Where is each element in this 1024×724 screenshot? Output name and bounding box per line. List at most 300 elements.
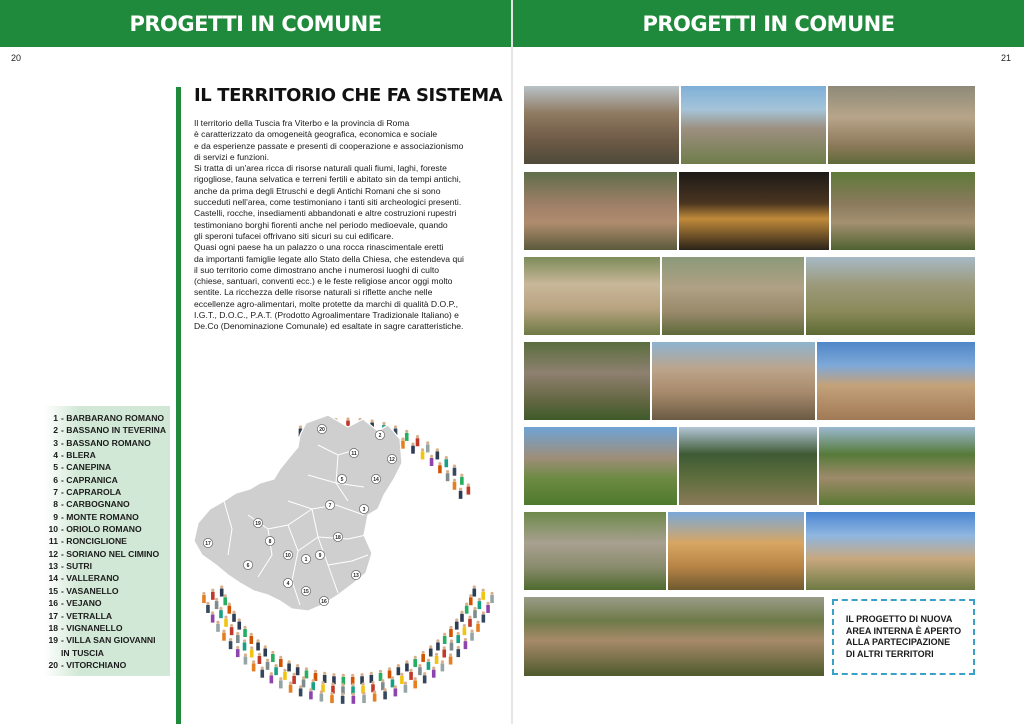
person-figure bbox=[472, 589, 476, 597]
municipality-item bbox=[40, 412, 166, 424]
body-paragraph: Il territorio della Tuscia fra Viterbo e la provincia di Roma è caratterizzato da omogeneità geografica, economica e sociale e da esperienze passate e presenti di cooperazione e associazionismo di servizi e funzioni. bbox=[194, 118, 464, 162]
person-head bbox=[482, 611, 485, 614]
person-figure bbox=[476, 624, 480, 632]
person-head bbox=[371, 419, 374, 422]
map-marker-label: 1 bbox=[304, 557, 308, 563]
municipality-item bbox=[40, 461, 166, 473]
municipality-number: 9 bbox=[53, 511, 58, 522]
person-head bbox=[427, 659, 430, 662]
municipality-name: - SUTRI bbox=[61, 561, 93, 572]
municipality-name: - VEJANO bbox=[61, 598, 102, 609]
person-head bbox=[429, 645, 432, 648]
municipality-number bbox=[40, 647, 58, 659]
person-head bbox=[388, 667, 391, 670]
person-head bbox=[460, 474, 463, 477]
municipality-item bbox=[40, 597, 166, 609]
municipality-number: 7 bbox=[53, 487, 58, 498]
person-head bbox=[299, 425, 302, 428]
person-figure bbox=[405, 433, 409, 441]
person-head bbox=[432, 666, 435, 669]
person-head bbox=[435, 653, 438, 656]
person-head bbox=[230, 624, 233, 627]
person-figure bbox=[299, 688, 303, 696]
person-head bbox=[459, 488, 462, 491]
municipality-number: 12 bbox=[48, 548, 58, 559]
person-head bbox=[261, 666, 264, 669]
photo-row bbox=[524, 427, 975, 505]
municipality-name: - BARBARANO ROMANO bbox=[61, 413, 165, 423]
hilltop-castle-photo bbox=[806, 512, 975, 590]
person-figure bbox=[490, 595, 494, 603]
person-figure bbox=[206, 605, 210, 613]
person-figure bbox=[243, 629, 247, 637]
person-figure bbox=[271, 654, 275, 662]
green-hills-photo bbox=[679, 427, 817, 505]
body-paragraph: Quasi ogni paese ha un palazzo o una rocca rinascimentale eretti da importanti famiglie legate allo Stato della Chiesa, che estendeva qui il suo territorio come dimostrano anche i numerosi luoghi di culto (chiese, santuari, conventi ecc.) e le feste religiose ancor oggi molto sentite. La ricchezza delle risorse naturali si riflette anche nelle eccellenze agro-alimentari, molte protette da marchi di qualità D.O.P., I.G.T., D.O.C., P.A.T. (Prodotto Agroalimentare Tradizionale Italiano) e De.Co (Denominazione Comunale) ed esaltate in sagre caratteristiche. bbox=[194, 242, 464, 332]
person-figure bbox=[429, 649, 433, 657]
person-head bbox=[232, 611, 235, 614]
callout-text: IL PROGETTO DI NUOVA AREA INTERNA È APERTO ALLA PARTECIPAZIONE DI ALTRI TERRITORI bbox=[845, 614, 962, 659]
person-figure bbox=[432, 670, 436, 678]
person-head bbox=[418, 664, 421, 667]
person-head bbox=[283, 669, 286, 672]
person-head bbox=[342, 674, 345, 677]
person-head bbox=[457, 632, 460, 635]
person-head bbox=[463, 624, 466, 627]
town-aerial-photo bbox=[662, 257, 804, 335]
person-head bbox=[219, 607, 222, 610]
person-head bbox=[362, 692, 365, 695]
person-figure bbox=[244, 657, 248, 665]
person-head bbox=[224, 594, 227, 597]
person-figure bbox=[449, 629, 453, 637]
person-head bbox=[436, 639, 439, 642]
right-header-title: PROGETTI IN COMUNE bbox=[642, 11, 895, 36]
person-figure bbox=[391, 679, 395, 687]
person-figure bbox=[426, 444, 430, 452]
person-figure bbox=[464, 641, 468, 649]
person-figure bbox=[456, 649, 460, 657]
person-figure bbox=[436, 642, 440, 650]
municipality-item bbox=[40, 511, 166, 523]
municipality-number: 18 bbox=[48, 622, 58, 633]
person-figure bbox=[442, 650, 446, 658]
person-head bbox=[330, 692, 333, 695]
person-head bbox=[443, 646, 446, 649]
person-head bbox=[405, 430, 408, 433]
person-figure bbox=[435, 656, 439, 664]
municipality-item bbox=[40, 572, 166, 584]
person-head bbox=[404, 682, 407, 685]
person-head bbox=[229, 638, 232, 641]
gorge-village-photo bbox=[524, 342, 650, 420]
person-head bbox=[243, 626, 246, 629]
person-head bbox=[445, 456, 448, 459]
person-figure bbox=[258, 656, 262, 664]
person-head bbox=[453, 479, 456, 482]
person-head bbox=[211, 589, 214, 592]
person-head bbox=[371, 681, 374, 684]
person-head bbox=[289, 682, 292, 685]
photo-row bbox=[524, 342, 975, 420]
person-figure bbox=[274, 667, 278, 675]
municipality-number: 1 bbox=[53, 413, 58, 423]
person-head bbox=[270, 672, 273, 675]
municipality-number: 8 bbox=[53, 499, 58, 510]
person-head bbox=[411, 442, 414, 445]
map-marker-label: 10 bbox=[285, 553, 291, 559]
person-head bbox=[271, 651, 274, 654]
person-figure bbox=[460, 477, 464, 485]
municipality-number: 3 bbox=[53, 437, 58, 448]
person-figure bbox=[468, 619, 472, 627]
person-figure bbox=[421, 451, 425, 459]
person-head bbox=[422, 651, 425, 654]
person-figure bbox=[250, 636, 254, 644]
person-head bbox=[394, 425, 397, 428]
person-figure bbox=[401, 441, 405, 449]
person-head bbox=[274, 664, 277, 667]
territory-map-illustration bbox=[188, 405, 508, 705]
municipality-name: - BLERA bbox=[61, 450, 96, 461]
person-head bbox=[467, 483, 470, 486]
right-page-number: 21 bbox=[1001, 53, 1012, 63]
person-figure bbox=[388, 670, 392, 678]
person-figure bbox=[423, 675, 427, 683]
person-head bbox=[216, 621, 219, 624]
person-figure bbox=[413, 680, 417, 688]
person-head bbox=[430, 455, 433, 458]
person-head bbox=[464, 638, 467, 641]
person-figure bbox=[341, 696, 345, 704]
person-head bbox=[449, 626, 452, 629]
person-head bbox=[401, 437, 404, 440]
person-head bbox=[423, 672, 426, 675]
person-head bbox=[382, 422, 385, 425]
map-marker-label: 13 bbox=[353, 573, 359, 579]
person-figure bbox=[478, 601, 482, 609]
person-head bbox=[455, 618, 458, 621]
pentagonal-palace-photo bbox=[524, 257, 660, 335]
person-head bbox=[478, 598, 481, 601]
map-marker-label: 15 bbox=[303, 589, 309, 595]
person-head bbox=[279, 656, 282, 659]
person-head bbox=[302, 676, 305, 679]
person-figure bbox=[416, 438, 420, 446]
person-head bbox=[383, 688, 386, 691]
body-paragraph: Si tratta di un'area ricca di risorse naturali quali fiumi, laghi, foreste rigogliose, fauna selvatica e terreni fertili e abitato sin da tempi antichi, anche da prima degli Etruschi e degli Antichi Romani che si sono succeduti nell'area, come testimoniano i tanti siti archeologici presenti. Castelli, rocche, insediamenti abbandonati e altre costruzioni rupestri testimoniano borghi fiorenti anche nel periodo medioevale, quando gli speroni tufacei offrivano siti sicuri su cui edificare. bbox=[194, 163, 462, 241]
person-figure bbox=[486, 605, 490, 613]
person-head bbox=[416, 435, 419, 438]
left-page-header bbox=[0, 0, 511, 47]
person-figure bbox=[383, 691, 387, 699]
municipality-item bbox=[40, 548, 166, 560]
person-head bbox=[436, 448, 439, 451]
map-marker-label: 6 bbox=[246, 563, 250, 569]
municipality-item bbox=[40, 535, 166, 547]
aerial-town-photo bbox=[524, 86, 679, 164]
person-head bbox=[449, 653, 452, 656]
photo-row bbox=[524, 512, 975, 590]
person-head bbox=[314, 670, 317, 673]
person-head bbox=[476, 621, 479, 624]
person-figure bbox=[404, 685, 408, 693]
person-head bbox=[351, 683, 354, 686]
municipality-name: - CAPRANICA bbox=[61, 474, 118, 485]
person-head bbox=[391, 676, 394, 679]
municipality-item bbox=[40, 474, 166, 486]
person-figure bbox=[413, 659, 417, 667]
person-head bbox=[224, 616, 227, 619]
green-town-photo bbox=[819, 427, 975, 505]
person-figure bbox=[449, 657, 453, 665]
person-head bbox=[258, 653, 261, 656]
section-title: IL TERRITORIO CHE FA SISTEMA bbox=[194, 85, 503, 106]
municipality-item bbox=[40, 622, 166, 634]
person-head bbox=[381, 679, 384, 682]
person-head bbox=[469, 594, 472, 597]
municipality-number: 11 bbox=[48, 536, 58, 547]
person-head bbox=[312, 679, 315, 682]
person-figure bbox=[460, 614, 464, 622]
municipalities-legend bbox=[30, 406, 170, 676]
person-figure bbox=[446, 473, 450, 481]
person-head bbox=[305, 667, 308, 670]
person-figure bbox=[270, 675, 274, 683]
photo-row bbox=[524, 257, 975, 335]
person-figure bbox=[229, 641, 233, 649]
municipality-name: - CARBOGNANO bbox=[61, 499, 130, 510]
municipality-name: - MONTE ROMANO bbox=[61, 511, 139, 522]
municipality-number: 4 bbox=[53, 450, 58, 461]
municipality-item bbox=[40, 610, 166, 622]
person-figure bbox=[252, 663, 256, 671]
person-head bbox=[414, 677, 417, 680]
person-figure bbox=[296, 667, 300, 675]
person-figure bbox=[236, 635, 240, 643]
person-figure bbox=[352, 696, 356, 704]
person-figure bbox=[224, 619, 228, 627]
person-figure bbox=[373, 694, 377, 702]
person-head bbox=[421, 448, 424, 451]
person-figure bbox=[397, 667, 401, 675]
person-figure bbox=[411, 446, 415, 454]
map-marker-label: 7 bbox=[328, 503, 332, 509]
person-head bbox=[361, 682, 364, 685]
hilltop-village-photo bbox=[681, 86, 826, 164]
person-figure bbox=[256, 642, 260, 650]
photo-row bbox=[524, 86, 975, 164]
municipality-name: - SORIANO NEL CIMINO bbox=[61, 548, 160, 559]
municipality-item bbox=[40, 449, 166, 461]
person-figure bbox=[302, 679, 306, 687]
person-head bbox=[243, 639, 246, 642]
person-head bbox=[351, 674, 354, 677]
municipality-name: - CAPRAROLA bbox=[61, 487, 122, 498]
person-head bbox=[244, 653, 247, 656]
person-figure bbox=[418, 667, 422, 675]
person-head bbox=[332, 673, 335, 676]
municipality-name: - BASSANO ROMANO bbox=[61, 437, 151, 448]
person-head bbox=[446, 470, 449, 473]
photo-gallery bbox=[524, 86, 975, 676]
map-marker-label: 16 bbox=[321, 599, 327, 605]
person-figure bbox=[287, 663, 291, 671]
person-head bbox=[341, 683, 344, 686]
person-figure bbox=[305, 670, 309, 678]
municipality-number: 15 bbox=[48, 585, 58, 596]
person-figure bbox=[427, 662, 431, 670]
person-figure bbox=[405, 663, 409, 671]
left-header-title: PROGETTI IN COMUNE bbox=[129, 11, 382, 36]
person-head bbox=[220, 585, 223, 588]
person-head bbox=[370, 672, 373, 675]
person-figure bbox=[211, 592, 215, 600]
person-figure bbox=[453, 482, 457, 490]
person-head bbox=[250, 633, 253, 636]
municipality-name: - VITORCHIANO bbox=[61, 659, 127, 670]
person-head bbox=[211, 611, 214, 614]
person-head bbox=[222, 630, 225, 633]
person-head bbox=[470, 630, 473, 633]
domed-church-town-photo bbox=[652, 342, 815, 420]
person-head bbox=[453, 465, 456, 468]
map-marker-label: 8 bbox=[268, 539, 272, 545]
person-figure bbox=[482, 615, 486, 623]
person-head bbox=[394, 685, 397, 688]
person-figure bbox=[465, 606, 469, 614]
cliff-town-photo bbox=[831, 172, 975, 250]
village-ridge-photo bbox=[524, 172, 677, 250]
aerial-rooftops-photo bbox=[828, 86, 975, 164]
municipality-name: - RONCIGLIONE bbox=[61, 536, 127, 547]
person-head bbox=[323, 672, 326, 675]
person-figure bbox=[450, 643, 454, 651]
person-figure bbox=[441, 663, 445, 671]
person-head bbox=[287, 660, 290, 663]
municipality-number: 2 bbox=[53, 425, 58, 436]
person-figure bbox=[292, 676, 296, 684]
village-valley-photo bbox=[524, 512, 666, 590]
map-marker-label: 2 bbox=[378, 433, 382, 439]
right-page-header bbox=[513, 0, 1024, 47]
person-figure bbox=[362, 695, 366, 703]
person-figure bbox=[473, 610, 477, 618]
person-head bbox=[352, 693, 355, 696]
map-marker-label: 19 bbox=[255, 521, 261, 527]
municipality-item bbox=[40, 560, 166, 572]
person-head bbox=[441, 660, 444, 663]
municipality-name: - VASANELLO bbox=[61, 585, 119, 596]
person-head bbox=[321, 681, 324, 684]
person-figure bbox=[211, 615, 215, 623]
person-figure bbox=[216, 624, 220, 632]
person-head bbox=[443, 633, 446, 636]
person-figure bbox=[409, 672, 413, 680]
municipality-item bbox=[40, 647, 166, 659]
person-head bbox=[426, 441, 429, 444]
person-head bbox=[450, 639, 453, 642]
person-head bbox=[236, 632, 239, 635]
municipality-item bbox=[40, 486, 166, 498]
person-head bbox=[215, 598, 218, 601]
person-figure bbox=[250, 650, 254, 658]
person-head bbox=[414, 656, 417, 659]
map-marker-label: 18 bbox=[335, 535, 341, 541]
person-figure bbox=[228, 606, 232, 614]
person-figure bbox=[320, 694, 324, 702]
municipality-number: 5 bbox=[53, 462, 58, 473]
person-figure bbox=[330, 695, 334, 703]
municipality-name: - VALLERANO bbox=[61, 573, 120, 584]
map-marker-label: 3 bbox=[362, 507, 366, 513]
map-marker-label: 5 bbox=[340, 477, 344, 483]
person-figure bbox=[220, 589, 224, 597]
person-figure bbox=[455, 622, 459, 630]
person-figure bbox=[219, 610, 223, 618]
map-marker-label: 12 bbox=[389, 457, 395, 463]
person-head bbox=[490, 592, 493, 595]
person-figure bbox=[202, 595, 206, 603]
person-head bbox=[457, 646, 460, 649]
person-head bbox=[266, 659, 269, 662]
map-marker-label: 4 bbox=[286, 581, 290, 587]
municipality-number: 14 bbox=[48, 573, 58, 584]
municipality-name: - BASSANO IN TEVERINA bbox=[61, 425, 167, 436]
section-body bbox=[194, 118, 506, 333]
person-head bbox=[468, 616, 471, 619]
person-head bbox=[202, 592, 205, 595]
person-head bbox=[373, 690, 376, 693]
municipality-name: - VILLA SAN GIOVANNI bbox=[61, 635, 156, 646]
person-figure bbox=[394, 688, 398, 696]
municipality-name: IN TUSCIA bbox=[61, 647, 104, 658]
municipalities-list bbox=[40, 412, 166, 671]
person-figure bbox=[309, 691, 313, 699]
municipality-item bbox=[40, 659, 166, 671]
person-figure bbox=[279, 680, 283, 688]
person-figure bbox=[444, 459, 448, 467]
person-head bbox=[460, 611, 463, 614]
person-head bbox=[228, 602, 231, 605]
person-figure bbox=[222, 633, 226, 641]
person-head bbox=[486, 602, 489, 605]
person-head bbox=[331, 682, 334, 685]
person-figure bbox=[279, 659, 283, 667]
person-head bbox=[293, 673, 296, 676]
territory-map-shape bbox=[194, 415, 402, 611]
municipality-number: 20 bbox=[48, 659, 58, 670]
person-head bbox=[252, 660, 255, 663]
person-figure bbox=[237, 622, 241, 630]
municipality-name: - VETRALLA bbox=[61, 610, 113, 621]
person-head bbox=[473, 607, 476, 610]
map-marker-label: 14 bbox=[373, 477, 379, 483]
map-marker-label: 20 bbox=[319, 427, 325, 433]
church-tower-photo bbox=[524, 427, 677, 505]
municipality-item bbox=[40, 634, 166, 646]
person-head bbox=[309, 688, 312, 691]
person-figure bbox=[243, 643, 247, 651]
person-head bbox=[264, 645, 267, 648]
person-head bbox=[250, 646, 253, 649]
municipality-item bbox=[40, 523, 166, 535]
person-figure bbox=[223, 597, 227, 605]
person-figure bbox=[215, 601, 219, 609]
municipality-number: 10 bbox=[48, 524, 58, 535]
person-head bbox=[360, 673, 363, 676]
person-figure bbox=[421, 654, 425, 662]
